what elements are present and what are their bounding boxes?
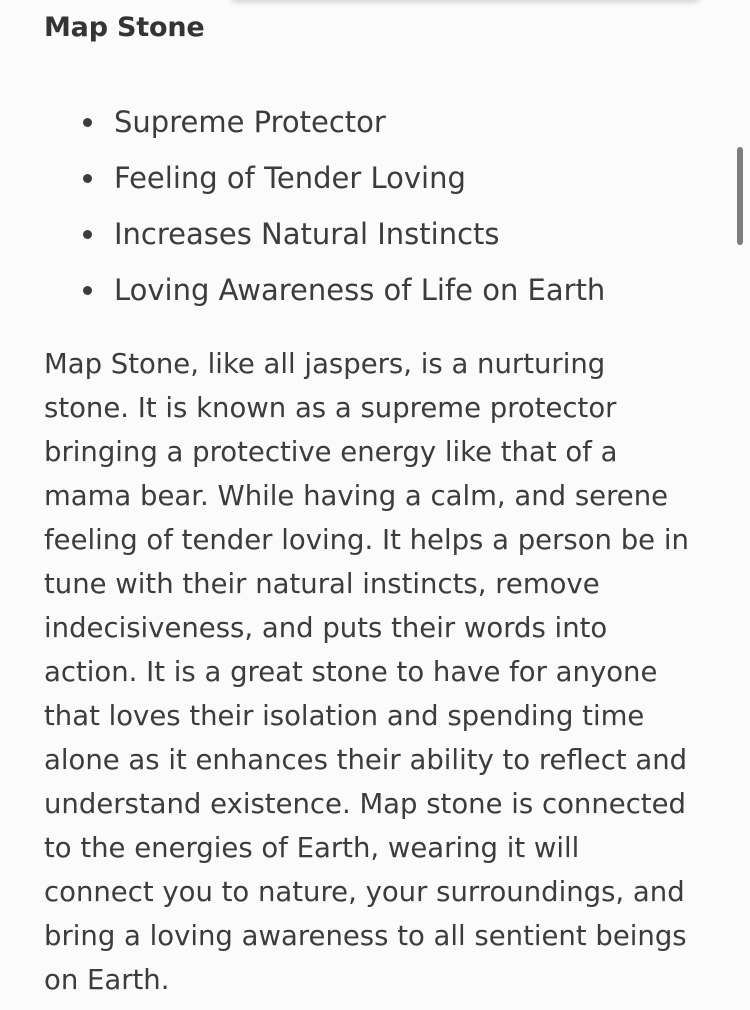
list-item [44,262,704,318]
list-item [44,206,704,262]
property-list [44,94,704,318]
list-item-text: Feeling of Tender Loving [114,161,466,195]
article-content [44,10,704,1002]
description-paragraph: Map Stone, like all jaspers, is a nurturing stone. It is known as a supreme protector bringing a protective energy like that of a mama bear. While having a calm, and serene feeling of tender loving. It helps a person be in tune with their natural instincts, remove indecisiveness, and puts their words into action. It is a great stone to have for anyone that loves their isolation and spending time alone as it enhances their ability to reflect and understand existence. Map stone is connected to the energies of Earth, wearing it will connect you to nature, your surroundings, and bring a loving awareness to all sentient beings on Earth. [44,348,689,996]
bullet-dot-icon [83,118,92,127]
section-heading: Map Stone [44,12,205,43]
list-item-text: Increases Natural Instincts [114,217,500,251]
list-item-text: Loving Awareness of Life on Earth [114,273,606,307]
bullet-dot-icon [83,230,92,239]
bullet-dot-icon [83,174,92,183]
list-item [44,94,704,150]
bullet-dot-icon [83,286,92,295]
list-item [44,150,704,206]
list-item-text: Supreme Protector [114,105,386,139]
scrollbar-thumb[interactable] [737,147,743,245]
